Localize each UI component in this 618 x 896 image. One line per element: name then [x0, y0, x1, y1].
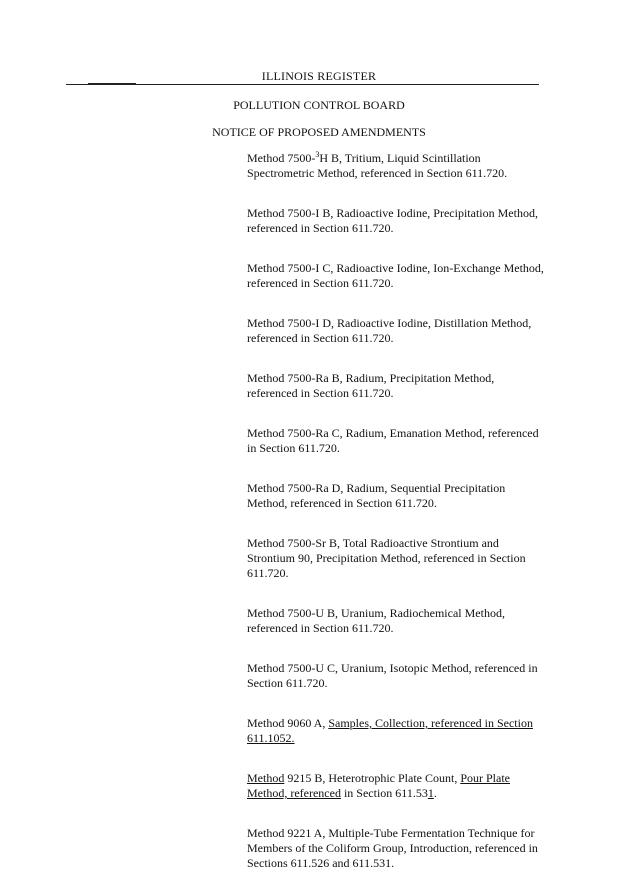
- header-rule: [66, 84, 539, 85]
- method-item-tritium: [247, 151, 547, 181]
- method-item-uranium-radiochemical: Method 7500-U B, Uranium, Radiochemical Method, referenced in Section 611.720.: [247, 606, 505, 635]
- inserted-text: Method: [247, 771, 285, 785]
- method-item-samples-collection: [247, 716, 547, 746]
- method-text: H B, Tritium, Liquid Scintillation Spectrometric Method, referenced in Section 611.720.: [247, 151, 508, 180]
- method-item-uranium-isotopic: Method 7500-U C, Uranium, Isotopic Method, referenced in Section 611.720.: [247, 661, 538, 690]
- method-item-radium-emanation: Method 7500-Ra C, Radium, Emanation Method, referenced in Section 611.720.: [247, 426, 539, 455]
- method-item-coliform: Method 9221 A, Multiple-Tube Fermentation Technique for Members of the Coliform Group, Introduction, referenced in Sections 611.526 and 611.531.: [247, 826, 538, 870]
- method-item-radium-sequential: Method 7500-Ra D, Radium, Sequential Precipitation Method, referenced in Section 611.720.: [247, 481, 506, 510]
- method-item-heterotrophic: [247, 771, 547, 801]
- method-text: 9215 B, Heterotrophic Plate Count,: [284, 771, 461, 785]
- method-text: in Section 611.53: [340, 786, 428, 800]
- inserted-text: Pour Plate Method, referenced: [247, 771, 510, 800]
- register-title: ILLINOIS REGISTER: [261, 69, 377, 83]
- method-item-radium-precipitation: Method 7500-Ra B, Radium, Precipitation Method, referenced in Section 611.720.: [247, 371, 495, 400]
- method-item-iodine-ion-exchange: Method 7500-I C, Radioactive Iodine, Ion-Exchange Method, referenced in Section 611.720.: [247, 261, 544, 290]
- board-title: POLLUTION CONTROL BOARD: [233, 98, 405, 112]
- method-list: [247, 151, 547, 896]
- method-text: Method 7500-: [247, 151, 316, 165]
- method-text: .: [433, 786, 437, 800]
- method-text: Method 9060 A,: [247, 716, 329, 730]
- method-item-strontium: Method 7500-Sr B, Total Radioactive Strontium and Strontium 90, Precipitation Method, referenced in Section 611.720.: [247, 536, 526, 580]
- notice-title: NOTICE OF PROPOSED AMENDMENTS: [212, 125, 426, 139]
- inserted-text: 1: [427, 786, 434, 800]
- method-item-iodine-distillation: Method 7500-I D, Radioactive Iodine, Distillation Method, referenced in Section 611.720.: [247, 316, 532, 345]
- superscript: 3: [315, 150, 320, 159]
- method-item-iodine-precipitation: Method 7500-I B, Radioactive Iodine, Precipitation Method, referenced in Section 611.720.: [247, 206, 538, 235]
- inserted-text: Samples, Collection, referenced in Section 611.1052.: [247, 716, 533, 745]
